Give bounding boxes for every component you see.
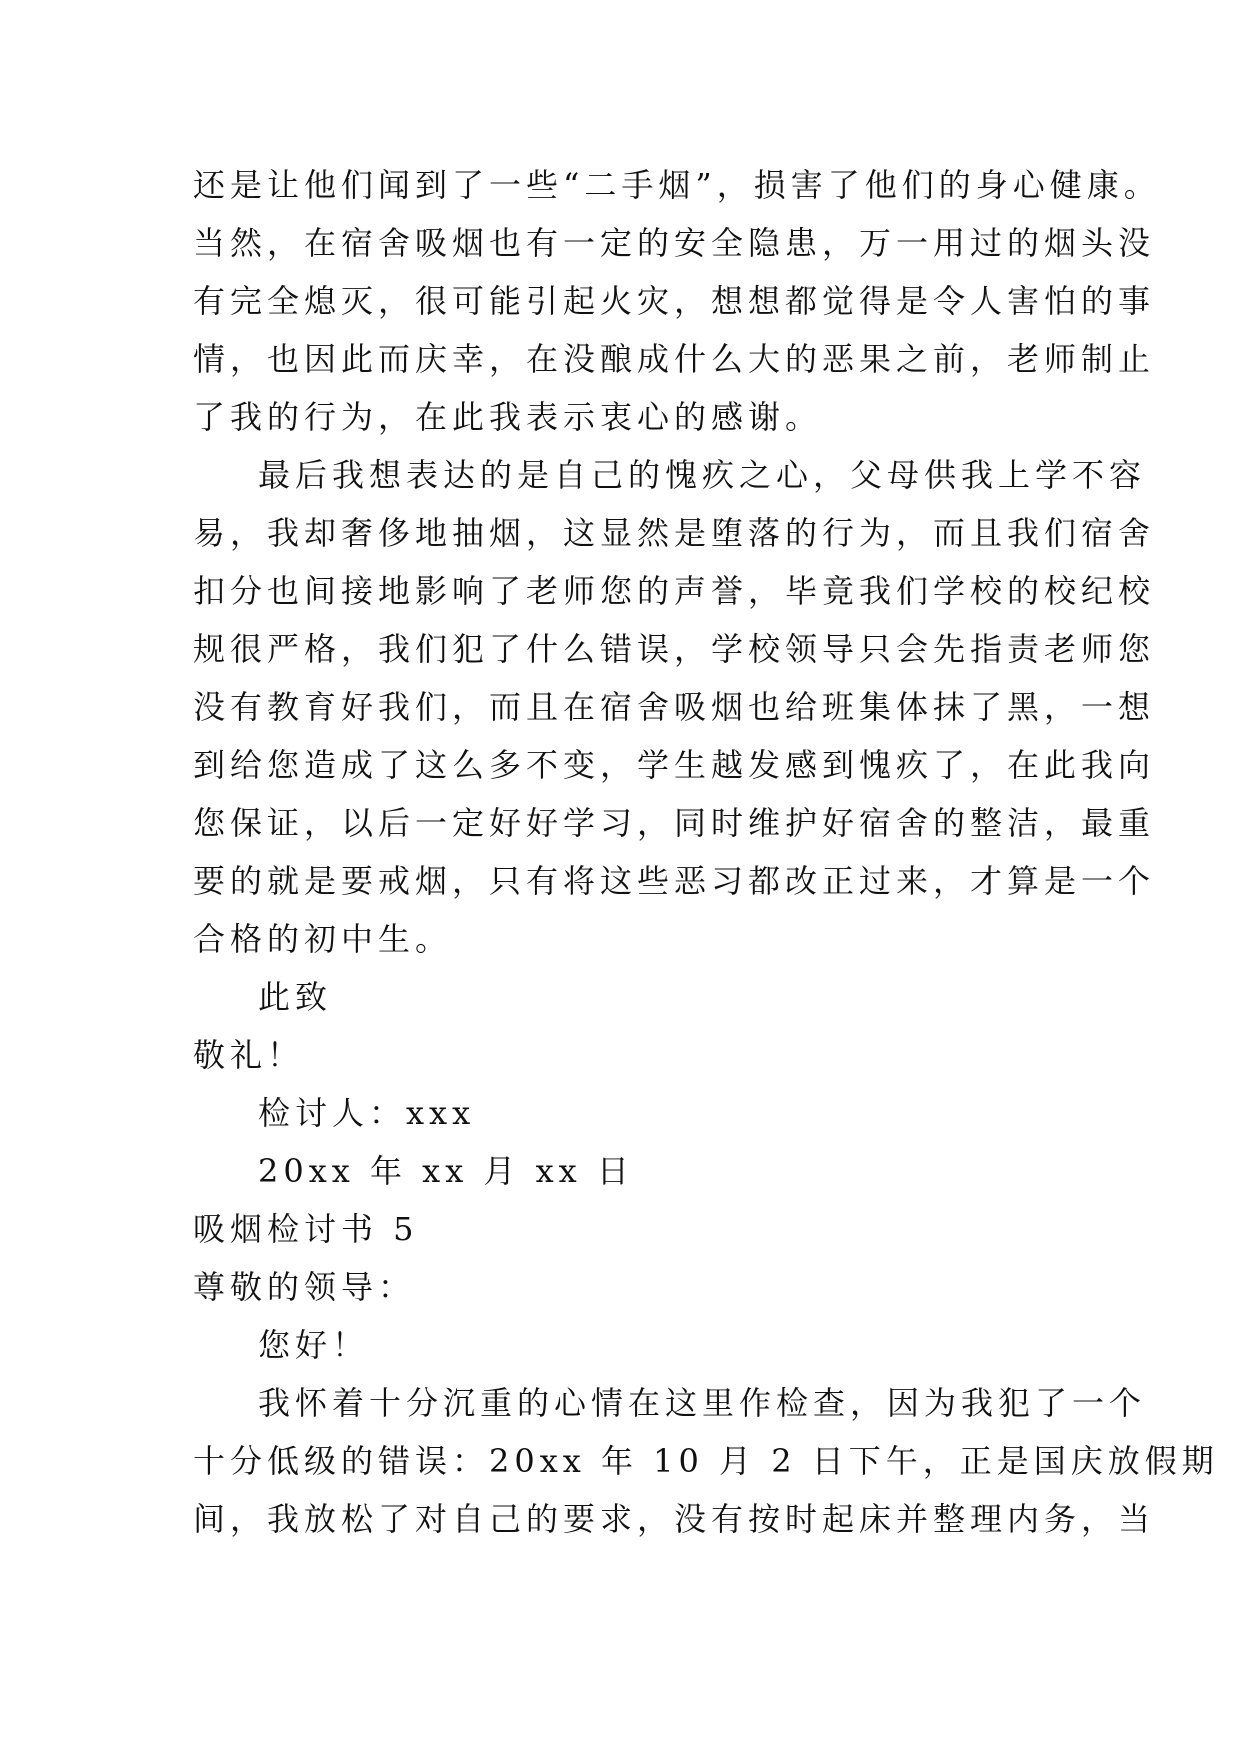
greeting-line: 尊敬的领导： (193, 1268, 416, 1306)
section-title: 吸烟检讨书 5 (193, 1210, 419, 1248)
text-line: 当然，在宿舍吸烟也有一定的安全隐患，万一用过的烟头没 (193, 224, 1156, 262)
closing-regards: 敬礼！ (193, 1036, 305, 1074)
text-line: 情，也因此而庆幸，在没酿成什么大的恶果之前，老师制止 (193, 340, 1156, 378)
text-line: 易，我却奢侈地抽烟，这显然是堕落的行为，而且我们宿舍 (193, 514, 1156, 552)
text-line: 十分低级的错误：20xx 年 10 月 2 日下午，正是国庆放假期 (193, 1442, 1219, 1480)
text-line: 还是让他们闻到了一些“二手烟”，损害了他们的身心健康。 (193, 166, 1161, 204)
paragraph-first-line: 我怀着十分沉重的心情在这里作检查，因为我犯了一个 (258, 1384, 1147, 1422)
text-line: 合格的初中生。 (193, 920, 453, 958)
text-line: 您保证，以后一定好好学习，同时维护好宿舍的整洁，最重 (193, 804, 1156, 842)
text-line: 没有教育好我们，而且在宿舍吸烟也给班集体抹了黑，一想 (193, 688, 1156, 726)
greeting-hello: 您好！ (258, 1326, 370, 1364)
text-line: 间，我放松了对自己的要求，没有按时起床并整理内务，当 (193, 1500, 1156, 1538)
paragraph-first-line: 最后我想表达的是自己的愧疚之心，父母供我上学不容 (258, 456, 1147, 494)
text-line: 规很严格，我们犯了什么错误，学校领导只会先指责老师您 (193, 630, 1156, 668)
text-line: 有完全熄灭，很可能引起火灾，想想都觉得是令人害怕的事 (193, 282, 1156, 320)
date-line: 20xx 年 xx 月 xx 日 (258, 1152, 634, 1190)
closing-salutation: 此致 (258, 978, 333, 1016)
text-line: 扣分也间接地影响了老师您的声誉，毕竟我们学校的校纪校 (193, 572, 1156, 610)
text-line: 了我的行为，在此我表示衷心的感谢。 (193, 398, 823, 436)
signature-line: 检讨人：xxx (258, 1094, 476, 1132)
text-line: 到给您造成了这么多不变，学生越发感到愧疚了，在此我向 (193, 746, 1156, 784)
text-line: 要的就是要戒烟，只有将这些恶习都改正过来，才算是一个 (193, 862, 1156, 900)
